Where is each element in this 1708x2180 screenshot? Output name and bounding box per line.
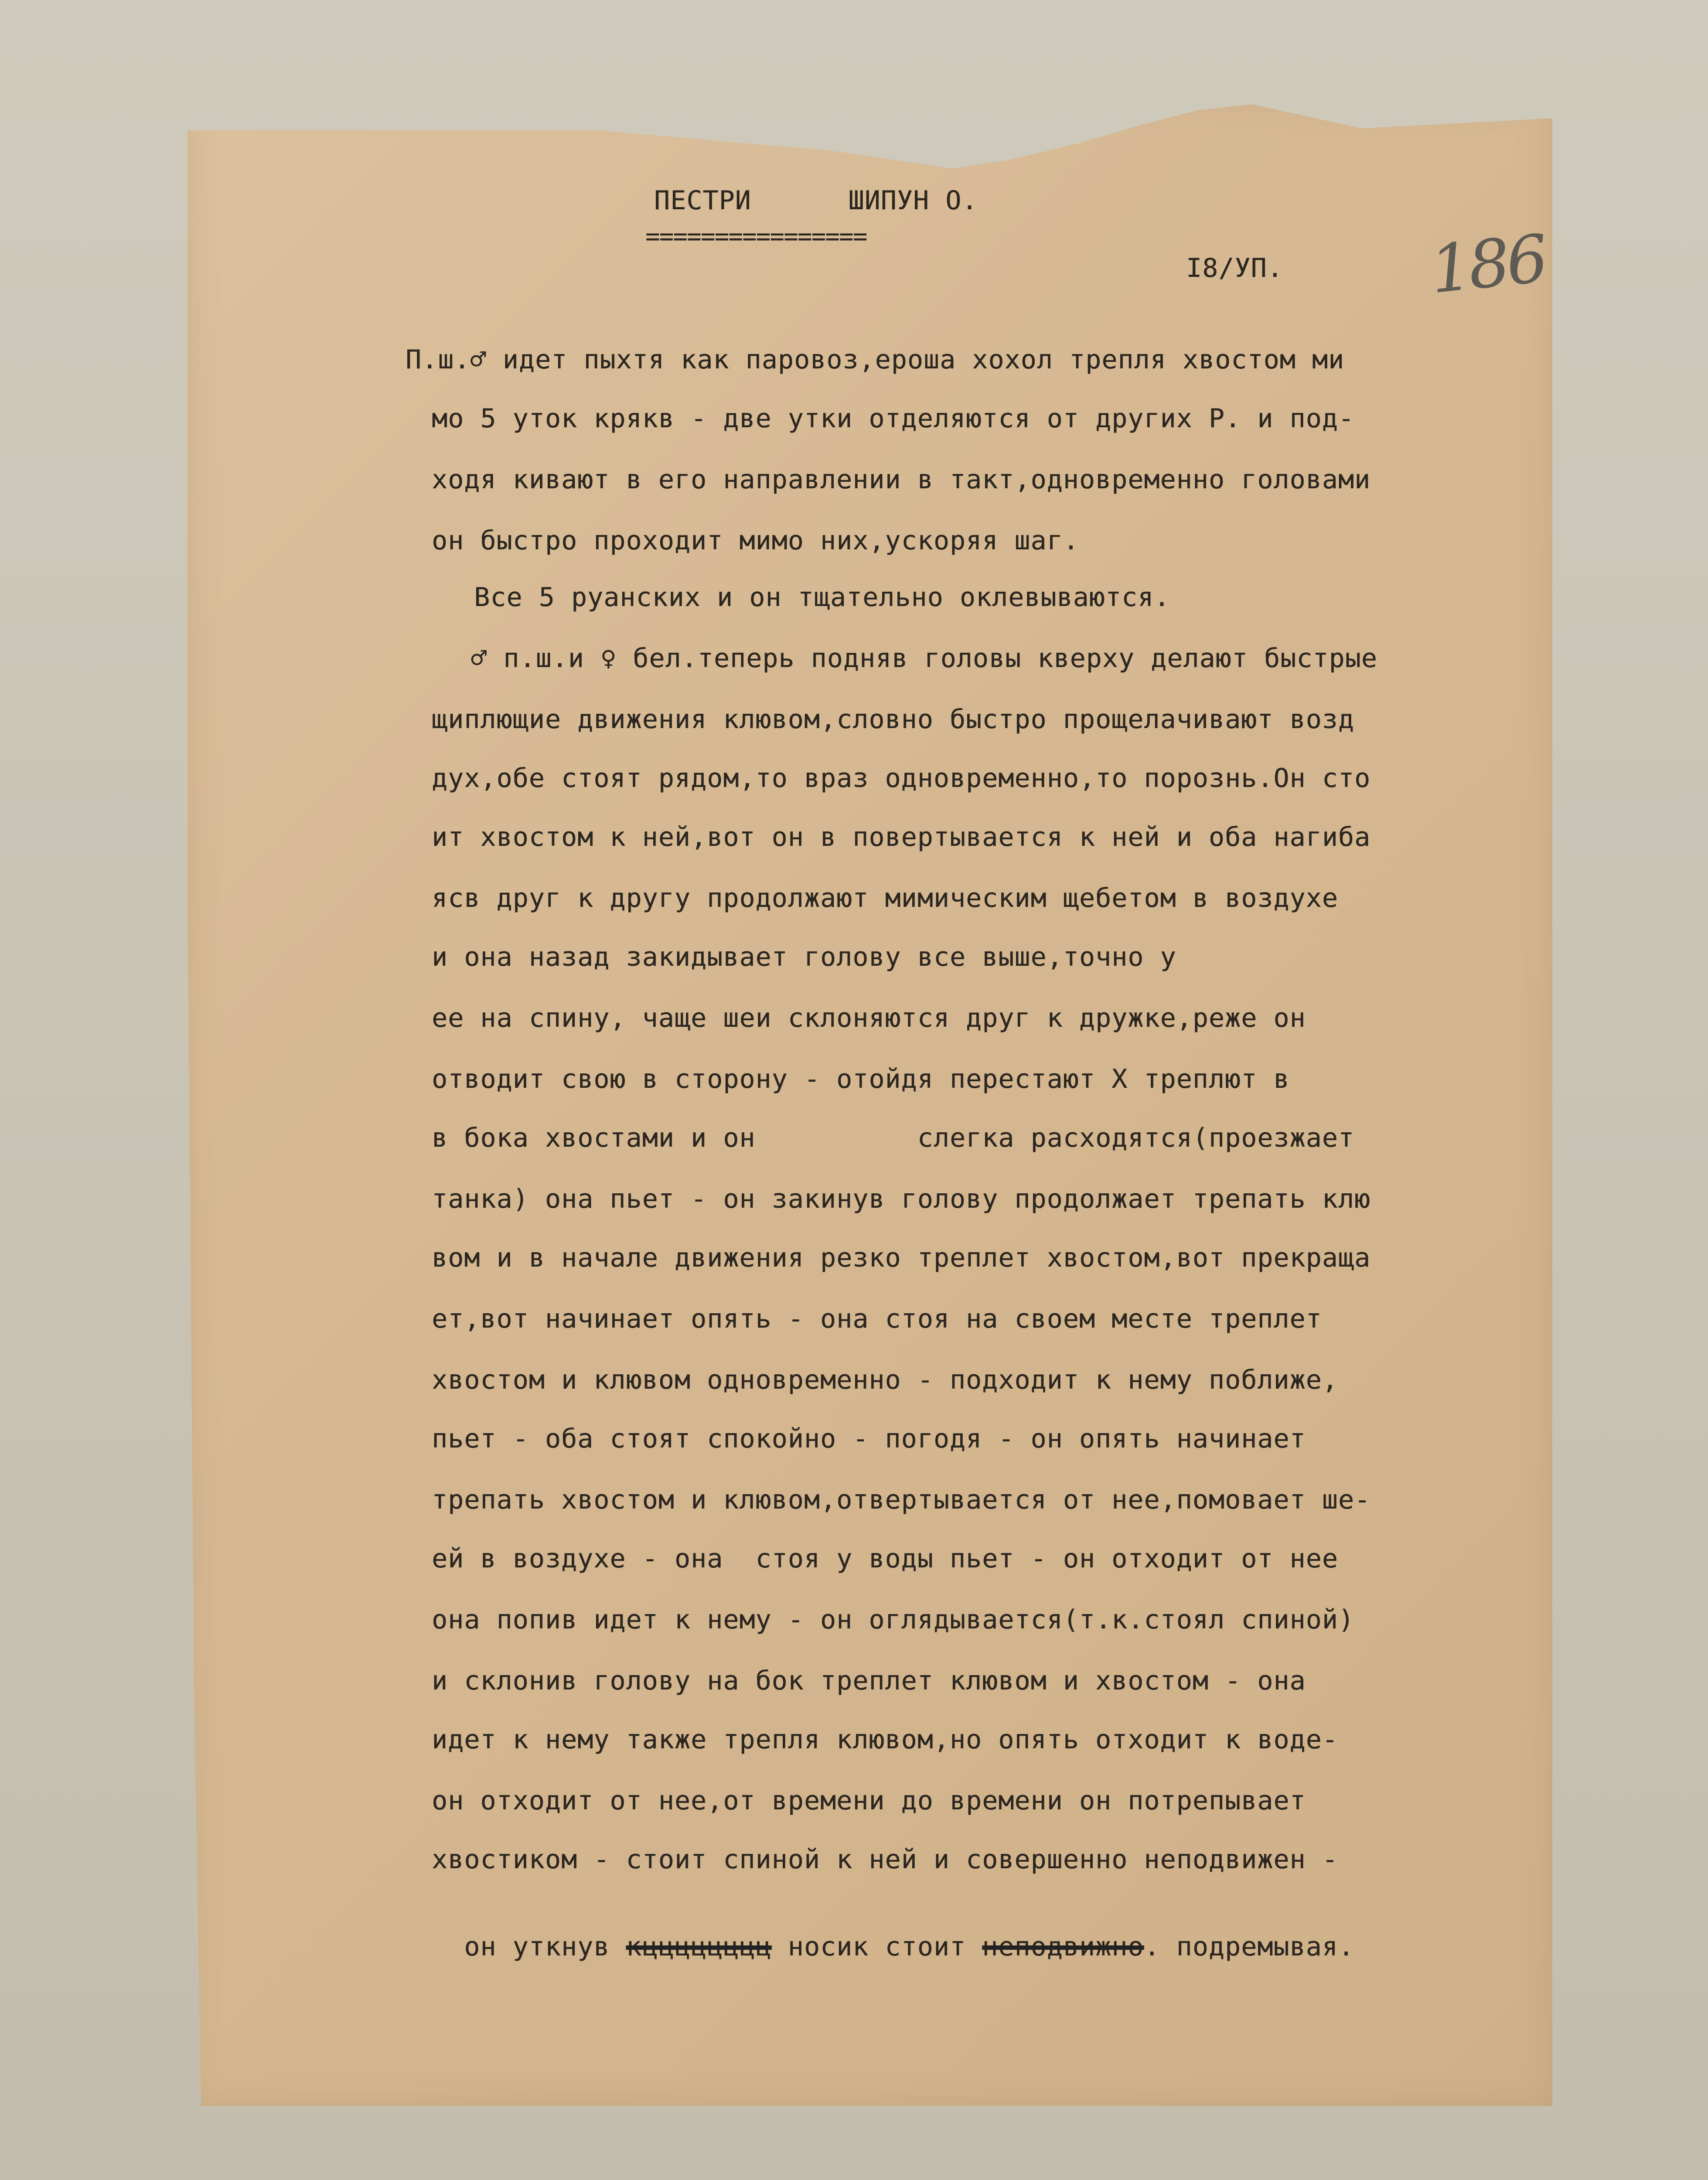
body-line-1: П.ш.♂ идет пыхтя как паровоз,ероша хохол трепля хвостом ми	[406, 344, 1345, 375]
body-line-8: дух,обе стоят рядом,то враз одновременно,то порознь.Он сто	[432, 763, 1371, 794]
body-line-24: идет к нему также трепля клювом,но опять отходит к воде-	[432, 1724, 1338, 1755]
document-date: I8/УП.	[1186, 253, 1283, 283]
body-line-4: он быстро проходит мимо них,ускоряя шаг.	[432, 525, 1079, 556]
body-line-27	[432, 1908, 1354, 1960]
body-line-23: и склонив голову на бок треплет клювом и хвостом - она	[432, 1666, 1306, 1696]
body-line-7: щиплющие движения клювом,словно быстро прощелачивают возд	[432, 704, 1355, 735]
body-line-15: танка) она пьет - он закинув голову продолжает трепать клю	[432, 1184, 1371, 1214]
body-line-11: и она назад закидывает голову все выше,точно у	[432, 942, 1176, 972]
body-line-3: ходя кивают в его направлении в такт,одновременно головами	[432, 464, 1371, 495]
body-line-19: пьет - оба стоят спокойно - погодя - он опять начинает	[432, 1424, 1306, 1454]
body-line-22: она попив идет к нему - он оглядывается(т.к.стоял спиной)	[432, 1604, 1355, 1635]
body-line-9: ит хвостом к ней,вот он в повертывается к ней и оба нагиба	[432, 822, 1371, 852]
body-line-17: ет,вот начинает опять - она стоя на своем месте треплет	[432, 1304, 1322, 1334]
body-line-12: ее на спину, чаще шеи склоняются друг к дружке,реже он	[432, 1003, 1306, 1033]
body-line-26: хвостиком - стоит спиной к ней и совершенно неподвижен -	[432, 1844, 1338, 1875]
struck-text-2: неподвижно	[982, 1931, 1144, 1962]
body-line-14: в бока хвостами и он слегка расходятся(проезжает	[432, 1123, 1355, 1153]
body-line-10: ясв друг к другу продолжают мимическим щебетом в воздухе	[432, 883, 1338, 913]
body-line-18: хвостом и клювом одновременно - подходит к нему поближе,	[432, 1365, 1338, 1395]
last-line-end: . подремывая.	[1144, 1931, 1355, 1962]
body-line-20: трепать хвостом и клювом,отвертывается от нее,помовает ше-	[432, 1485, 1371, 1515]
body-line-5: Все 5 руанских и он тщательно оклевываются.	[458, 582, 1170, 613]
body-line-6: ♂ п.ш.и ♀ бел.теперь подняв головы кверху делают быстрые	[471, 643, 1377, 674]
last-line-middle: носик стоит	[771, 1931, 982, 1962]
document-title: ПЕСТРИ ШИПУН О.	[654, 185, 978, 216]
body-line-2: мо 5 уток крякв - две утки отделяются от других Р. и под-	[432, 403, 1355, 434]
body-line-13: отводит свою в сторону - отойдя перестают Х треплют в	[432, 1064, 1290, 1094]
last-line-start: он уткнув	[464, 1931, 626, 1962]
body-line-21: ей в воздухе - она стоя у воды пьет - он отходит от нее	[432, 1543, 1338, 1574]
body-line-16: вом и в начале движения резко треплет хвостом,вот прекраща	[432, 1243, 1371, 1273]
body-line-25: он отходит от нее,от времени до времени он потрепывает	[432, 1785, 1306, 1816]
page-number-handwritten: 186	[1426, 221, 1548, 309]
struck-text-1: кцццццццц	[626, 1931, 772, 1962]
title-underline: ================	[645, 222, 867, 251]
